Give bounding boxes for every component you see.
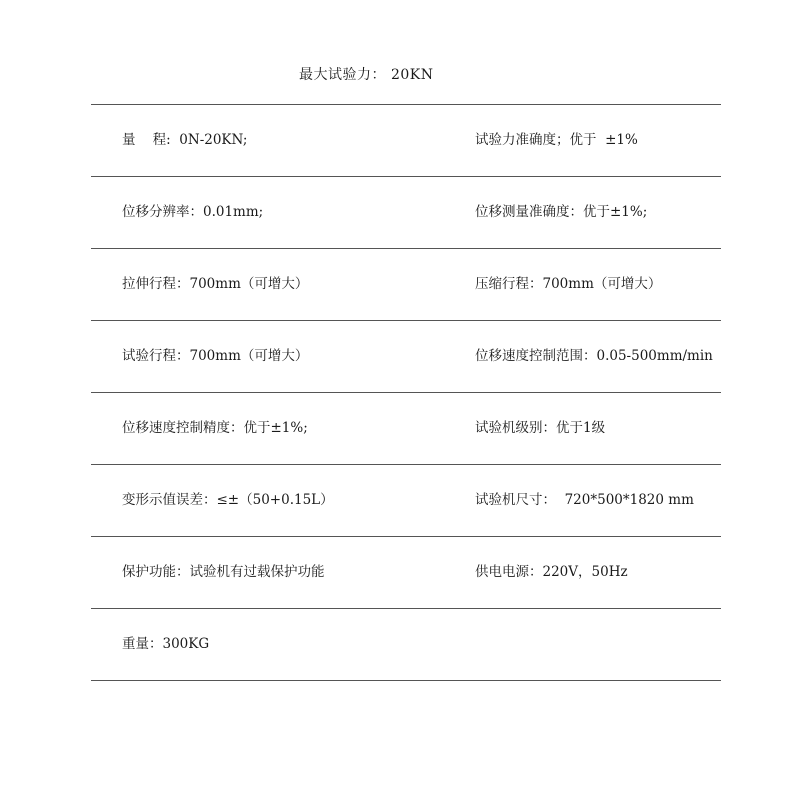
spec-row (91, 177, 721, 249)
spec-range: 量 程: 0N-20KN; (122, 132, 248, 148)
spec-force-accuracy: 试验力准确度；优于 ±1% (475, 132, 638, 148)
spec-row (91, 537, 721, 609)
spec-row (91, 393, 721, 465)
spec-speed-range: 位移速度控制范围：0.05-500mm/min (475, 348, 713, 364)
spec-row (91, 105, 721, 177)
spec-power-supply: 供电电源：220V，50Hz (475, 564, 628, 580)
spec-row (91, 321, 721, 393)
spec-compression-stroke: 压缩行程：700mm（可增大） (475, 276, 662, 292)
spec-test-stroke: 试验行程：700mm（可增大） (122, 348, 309, 364)
spec-machine-size: 试验机尺寸： 720*500*1820 mm (475, 492, 694, 508)
spec-protection: 保护功能：试验机有过载保护功能 (122, 564, 325, 580)
spec-speed-accuracy: 位移速度控制精度：优于±1%; (122, 420, 308, 436)
spec-displacement-resolution: 位移分辨率：0.01mm; (122, 204, 264, 220)
spec-deformation-error: 变形示值误差：≤±（50+0.15L） (122, 492, 334, 508)
spec-machine-grade: 试验机级别：优于1级 (475, 420, 606, 436)
spec-row (91, 609, 721, 681)
spec-tensile-stroke: 拉伸行程：700mm（可增大） (122, 276, 309, 292)
spec-weight: 重量：300KG (122, 636, 210, 652)
spec-row (91, 465, 721, 537)
spec-displacement-accuracy: 位移测量准确度：优于±1%; (475, 204, 648, 220)
max-test-force-title: 最大试验力： 20KN (299, 67, 434, 83)
spec-row (91, 249, 721, 321)
spec-table (91, 104, 721, 681)
